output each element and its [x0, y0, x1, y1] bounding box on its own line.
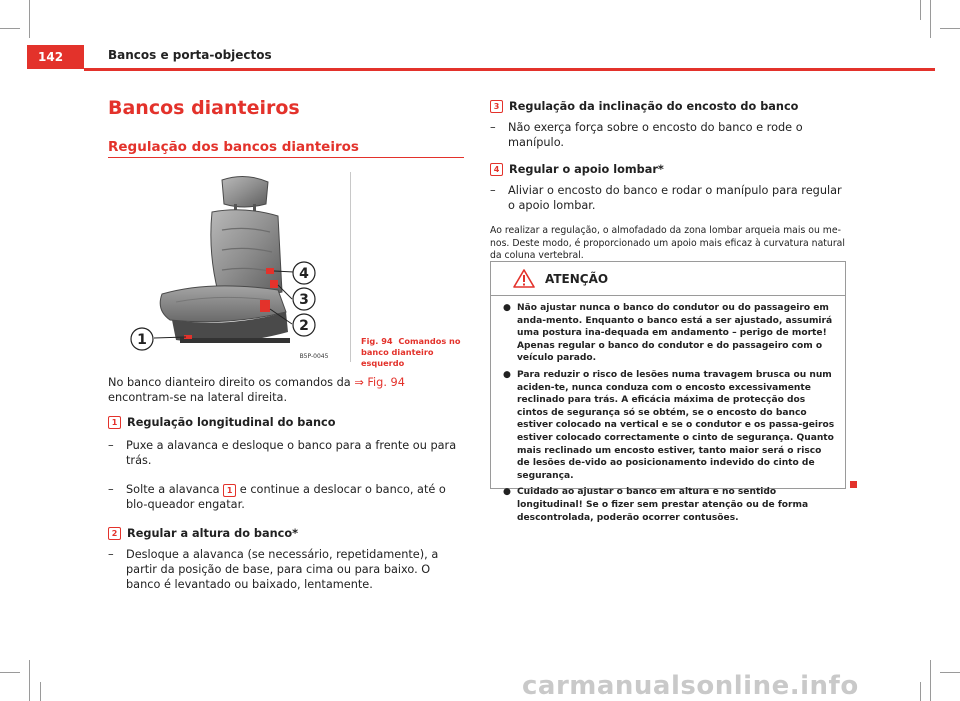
list-item-text: Aliviar o encosto do banco e rodar o manípulo para regular o apoio lombar. [508, 184, 842, 212]
step-title: Regulação da inclinação do encosto do banco [509, 100, 799, 113]
figure-reference-link[interactable]: ⇒ Fig. 94 [354, 376, 405, 389]
warning-item-text: Não ajustar nunca o banco do condutor ou do passageiro em anda-mento. Enquanto o banco está a ser ajustado, assumirá uma postura ina-dequada em andamento – perigo de morte! Apenas regular o banco do condutor e do passageiro com o veículo parado. [517, 303, 833, 364]
callout-2: 2 [299, 318, 309, 334]
right-column [490, 99, 846, 263]
watermark: carmanualsonline.info [522, 671, 859, 701]
dash-marker: – [490, 121, 496, 134]
figure-code: B5P-0045 [299, 353, 329, 360]
list-item-text [126, 482, 464, 512]
step-title: Regular a altura do banco* [127, 527, 299, 540]
subsection-title: Regulação dos bancos dianteiros [108, 139, 359, 155]
section-title: Bancos dianteiros [108, 97, 300, 119]
warning-item [503, 486, 836, 524]
callout-1: 1 [137, 332, 147, 348]
dash-marker: – [108, 439, 114, 452]
list-item [490, 183, 846, 213]
list-item-text: Desloque a alavanca (se necessário, repetidamente), a partir da posição de base, para cima ou para baixo. O banco é levantado ou baixado, lentamente. [126, 548, 439, 591]
warning-item [503, 302, 836, 365]
list-item-text: Não exerça força sobre o encosto do banco e rode o manípulo. [508, 121, 803, 149]
crop-mark [29, 0, 30, 38]
crop-mark [940, 28, 960, 29]
warning-item-text: Para reduzir o risco de lesões numa travagem brusca ou num aciden-te, nunca conduza com o encosto excessivamente reclinado para trás. A eficácia máxima de protecção dos cintos de segurança só se obtém, se o encosto do banco estiver colocado na vertical e se o condutor e os passa-geiros estiver colocado correctamente o cinto de segurança. Quanto mais reclinado um encosto estiver, tanto maior será o risco de lesões de-vido ao posicionamento indevido do cinto de segurança. [517, 369, 835, 481]
step-number-badge: 3 [490, 100, 503, 113]
crop-mark [930, 0, 931, 38]
figure-caption-text: Comandos no banco dianteiro esquerdo [361, 336, 461, 368]
list-item-text: Puxe a alavanca e desloque o banco para a frente ou para trás. [126, 439, 457, 467]
subsection-rule [108, 157, 464, 158]
step-heading-3 [490, 99, 846, 114]
warning-box [490, 261, 846, 523]
page-number-badge [27, 45, 84, 69]
step-number-badge: 1 [108, 416, 121, 429]
dash-marker: – [490, 184, 496, 197]
list-item [490, 120, 846, 150]
list-item [108, 547, 464, 592]
crop-mark [29, 660, 30, 701]
bullet-dot: ● [503, 487, 511, 498]
callout-4: 4 [299, 266, 309, 282]
seat-illustration [110, 172, 350, 362]
intro-paragraph [108, 375, 464, 405]
crop-mark [40, 682, 41, 701]
dash-marker: – [108, 548, 114, 561]
list-item-text-after: e continue a deslocar o banco, até o blo-queador engatar. [126, 483, 446, 511]
crop-mark [920, 682, 921, 701]
callout-3: 3 [299, 292, 309, 308]
figure-caption-label: Fig. 94 [361, 336, 393, 346]
section-end-marker [850, 481, 857, 488]
step-heading-2 [108, 526, 464, 541]
left-column [108, 375, 464, 592]
dash-marker: – [108, 483, 114, 496]
step-heading-4 [490, 162, 846, 177]
crop-mark [930, 660, 931, 701]
inline-ref-badge: 1 [223, 484, 236, 497]
step-heading-1 [108, 415, 464, 430]
crop-mark [0, 28, 20, 29]
header-rule [84, 68, 935, 71]
step-title: Regular o apoio lombar* [509, 163, 664, 176]
list-item [108, 482, 464, 512]
bullet-dot: ● [503, 303, 511, 313]
warning-triangle-icon [513, 269, 535, 288]
warning-item-text: Cuidado ao ajustar o banco em altura e no sentido longitudinal! Se o fizer sem prestar atenção ou de forma descontrolada, poderão ocorrer contusões. [517, 487, 809, 523]
list-item [108, 438, 464, 468]
list-item-text-before: Solte a alavanca [126, 483, 224, 496]
step-number-badge: 4 [490, 163, 503, 176]
warning-item [503, 369, 836, 482]
step-number-badge: 2 [108, 527, 121, 540]
seat-figure [110, 172, 351, 362]
warning-body [491, 296, 845, 524]
bullet-dot: ● [503, 369, 511, 380]
page-number: 142 [38, 50, 64, 64]
crop-mark [940, 672, 960, 673]
warning-title: ATENÇÃO [545, 271, 609, 286]
note-paragraph: Ao realizar a regulação, o almofadado da zona lombar arqueia mais ou me-nos. Deste modo, é proporcionado um apoio mais eficaz à curvatura natural da coluna vertebral. [490, 225, 845, 261]
running-header-title: Bancos e porta-objectos [108, 48, 272, 62]
intro-text-after: encontram-se na lateral direita. [108, 391, 288, 404]
warning-header [491, 262, 845, 296]
figure-caption [361, 336, 465, 369]
step-title: Regulação longitudinal do banco [127, 416, 336, 429]
crop-mark [920, 0, 921, 20]
crop-mark [0, 672, 20, 673]
intro-text-before: No banco dianteiro direito os comandos da [108, 376, 355, 389]
